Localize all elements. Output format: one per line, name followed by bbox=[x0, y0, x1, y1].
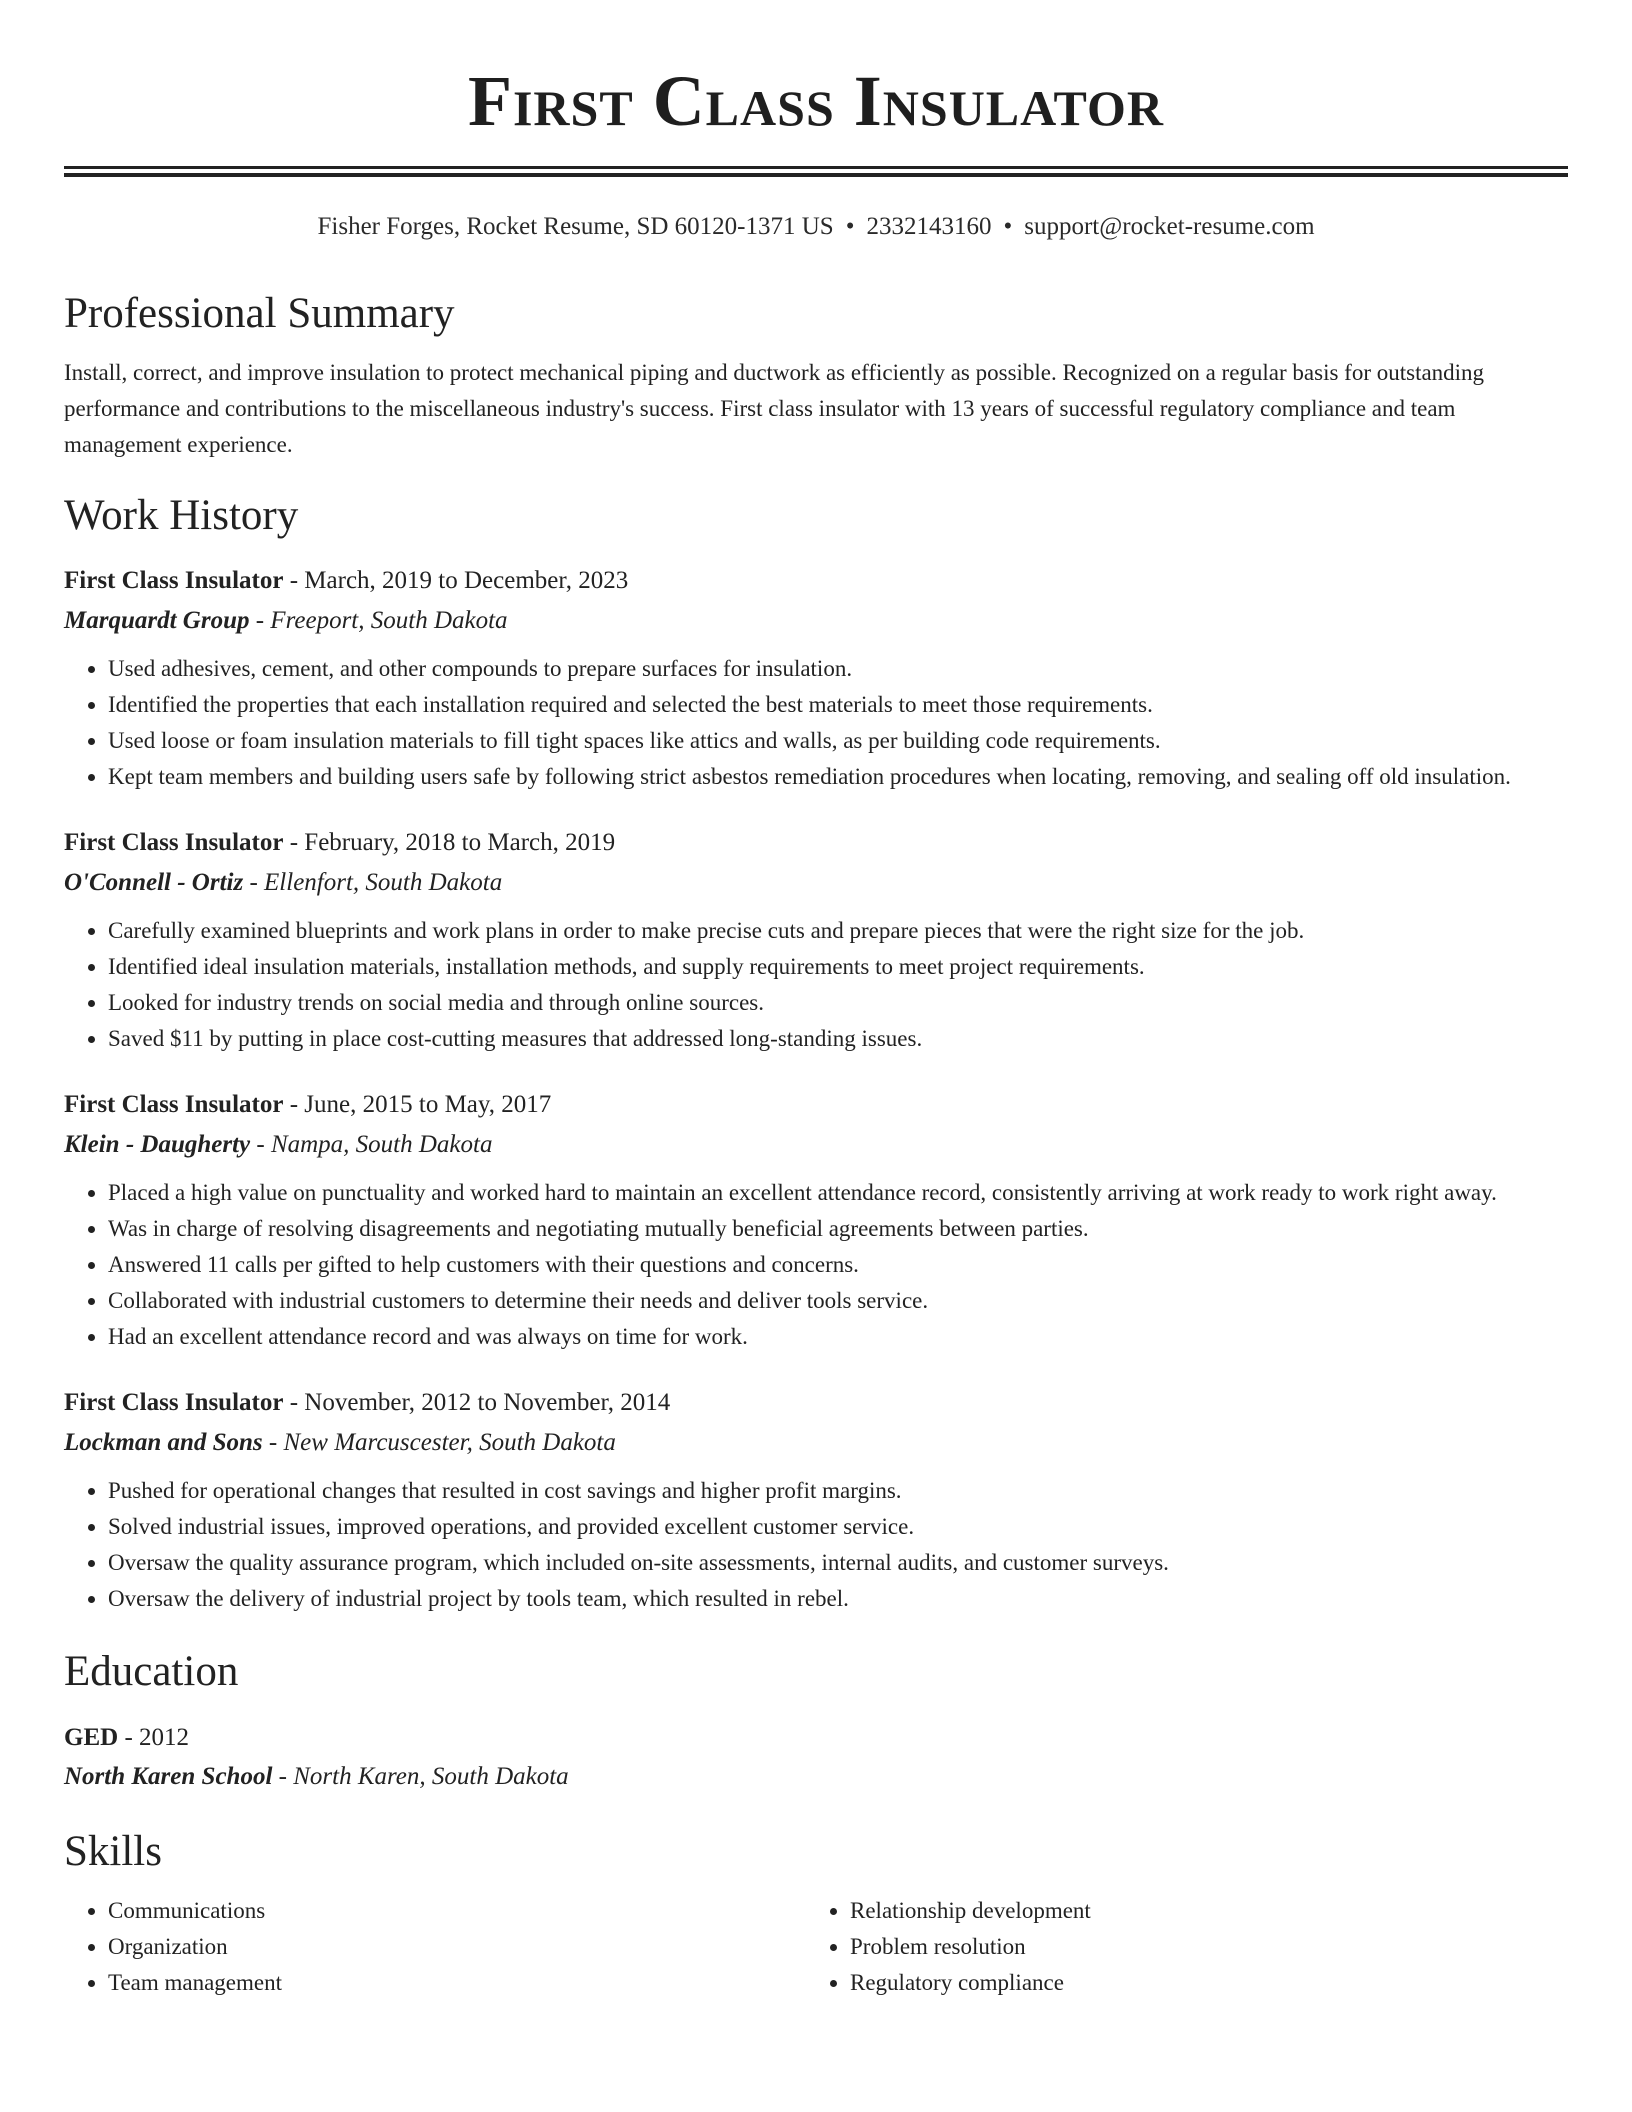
skill-item: • Team management bbox=[108, 1965, 806, 2001]
contact-email[interactable]: support@rocket-resume.com bbox=[1024, 213, 1315, 240]
job-dates: - February, 2018 to March, 2019 bbox=[283, 829, 616, 856]
job-bullet: • Identified ideal insulation materials, installation methods, and supply requirements to meet project requirements. bbox=[108, 949, 1568, 985]
job-role: First Class Insulator bbox=[64, 829, 284, 856]
job-company: O'Connell - Ortiz bbox=[64, 869, 244, 896]
job-company: Lockman and Sons bbox=[64, 1429, 263, 1456]
job-bullet: • Used adhesives, cement, and other compounds to prepare surfaces for insulation. bbox=[108, 651, 1568, 687]
job-bullet: • Identified the properties that each installation required and selected the best materials to meet those requirements. bbox=[108, 687, 1568, 723]
resume-name: First Class Insulator bbox=[467, 61, 1164, 141]
job-company: Klein - Daugherty bbox=[64, 1131, 251, 1158]
work-history-heading: Work History bbox=[64, 492, 299, 539]
skill-item: • Regulatory compliance bbox=[850, 1965, 1548, 2001]
skills-left-column bbox=[64, 1893, 806, 2001]
job-role: First Class Insulator bbox=[64, 567, 284, 594]
job-title-line bbox=[64, 1085, 1568, 1125]
job-bullets bbox=[64, 1175, 1568, 1355]
job-bullet: • Had an excellent attendance record and was always on time for work. bbox=[108, 1319, 1568, 1355]
job-bullet: • Oversaw the delivery of industrial project by tools team, which resulted in rebel. bbox=[108, 1581, 1568, 1617]
job-dates: - November, 2012 to November, 2014 bbox=[283, 1389, 671, 1416]
job-bullet: • Answered 11 calls per gifted to help customers with their questions and concerns. bbox=[108, 1247, 1568, 1283]
job-bullets bbox=[64, 1473, 1568, 1617]
header-double-rule bbox=[64, 166, 1568, 177]
job-dates: - June, 2015 to May, 2017 bbox=[283, 1091, 552, 1118]
skill-item: • Organization bbox=[108, 1929, 806, 1965]
skills-columns bbox=[64, 1893, 1568, 2001]
job-entry bbox=[64, 1085, 1568, 1355]
job-bullet: • Oversaw the quality assurance program, which included on-site assessments, internal audits, and customer surveys. bbox=[108, 1545, 1568, 1581]
job-location: - Nampa, South Dakota bbox=[250, 1131, 493, 1158]
job-title-line bbox=[64, 561, 1568, 601]
job-role: First Class Insulator bbox=[64, 1091, 284, 1118]
job-role: First Class Insulator bbox=[64, 1389, 284, 1416]
job-location: - New Marcuscester, South Dakota bbox=[262, 1429, 616, 1456]
skills-heading: Skills bbox=[64, 1828, 162, 1875]
job-bullet: • Pushed for operational changes that resulted in cost savings and higher profit margins. bbox=[108, 1473, 1568, 1509]
skill-item: • Relationship development bbox=[850, 1893, 1548, 1929]
job-company-line bbox=[64, 863, 1568, 903]
job-bullet: • Used loose or foam insulation materials to fill tight spaces like attics and walls, as per building code requirements. bbox=[108, 723, 1568, 759]
job-company-line bbox=[64, 1125, 1568, 1165]
job-title-line bbox=[64, 823, 1568, 863]
job-entry bbox=[64, 823, 1568, 1057]
education-degree: GED bbox=[64, 1724, 119, 1751]
job-bullet: • Solved industrial issues, improved operations, and provided excellent customer service. bbox=[108, 1509, 1568, 1545]
job-location: - Ellenfort, South Dakota bbox=[243, 869, 503, 896]
job-company-line bbox=[64, 1423, 1568, 1463]
summary-heading: Professional Summary bbox=[64, 290, 455, 337]
education-heading: Education bbox=[64, 1648, 239, 1695]
job-company: Marquardt Group bbox=[64, 607, 250, 634]
job-entry bbox=[64, 1383, 1568, 1617]
job-bullets bbox=[64, 651, 1568, 795]
education-location: - North Karen, South Dakota bbox=[272, 1763, 569, 1790]
contact-separator: • bbox=[1003, 213, 1013, 240]
skill-item: • Problem resolution bbox=[850, 1929, 1548, 1965]
contact-address: Fisher Forges, Rocket Resume, SD 60120-1371 US bbox=[317, 213, 834, 240]
summary-text: Install, correct, and improve insulation to protect mechanical piping and ductwork as efficiently as possible. Recognized on a regular basis for outstanding performance and contributions to the miscellaneous industry's success. First class insulator with 13 years of successful regulatory compliance and team management experience. bbox=[64, 360, 1485, 457]
education-entry bbox=[64, 1719, 1568, 1797]
contact-phone: 2332143160 bbox=[866, 213, 992, 240]
job-bullet: • Saved $11 by putting in place cost-cutting measures that addressed long-standing issues. bbox=[108, 1021, 1568, 1057]
job-bullet: • Collaborated with industrial customers to determine their needs and deliver tools service. bbox=[108, 1283, 1568, 1319]
job-dates: - March, 2019 to December, 2023 bbox=[283, 567, 629, 594]
job-bullet: • Looked for industry trends on social media and through online sources. bbox=[108, 985, 1568, 1021]
education-school-line bbox=[64, 1757, 1568, 1797]
job-bullet: • Kept team members and building users safe by following strict asbestos remediation procedures when locating, removing, and sealing off old insulation. bbox=[108, 759, 1568, 795]
contact-separator: • bbox=[845, 213, 855, 240]
contact-line bbox=[64, 211, 1568, 243]
job-location: - Freeport, South Dakota bbox=[249, 607, 508, 634]
job-bullet: • Carefully examined blueprints and work plans in order to make precise cuts and prepare pieces that were the right size for the job. bbox=[108, 913, 1568, 949]
job-title-line bbox=[64, 1383, 1568, 1423]
job-bullet: • Placed a high value on punctuality and worked hard to maintain an excellent attendance record, consistently arriving at work ready to work right away. bbox=[108, 1175, 1568, 1211]
education-degree-line bbox=[64, 1719, 1568, 1757]
job-entry bbox=[64, 561, 1568, 795]
skills-right-column bbox=[806, 1893, 1548, 2001]
job-bullets bbox=[64, 913, 1568, 1057]
job-bullet: • Was in charge of resolving disagreements and negotiating mutually beneficial agreements between parties. bbox=[108, 1211, 1568, 1247]
skill-item: • Communications bbox=[108, 1893, 806, 1929]
education-year: - 2012 bbox=[118, 1724, 190, 1751]
job-company-line bbox=[64, 601, 1568, 641]
education-school: North Karen School bbox=[64, 1763, 273, 1790]
